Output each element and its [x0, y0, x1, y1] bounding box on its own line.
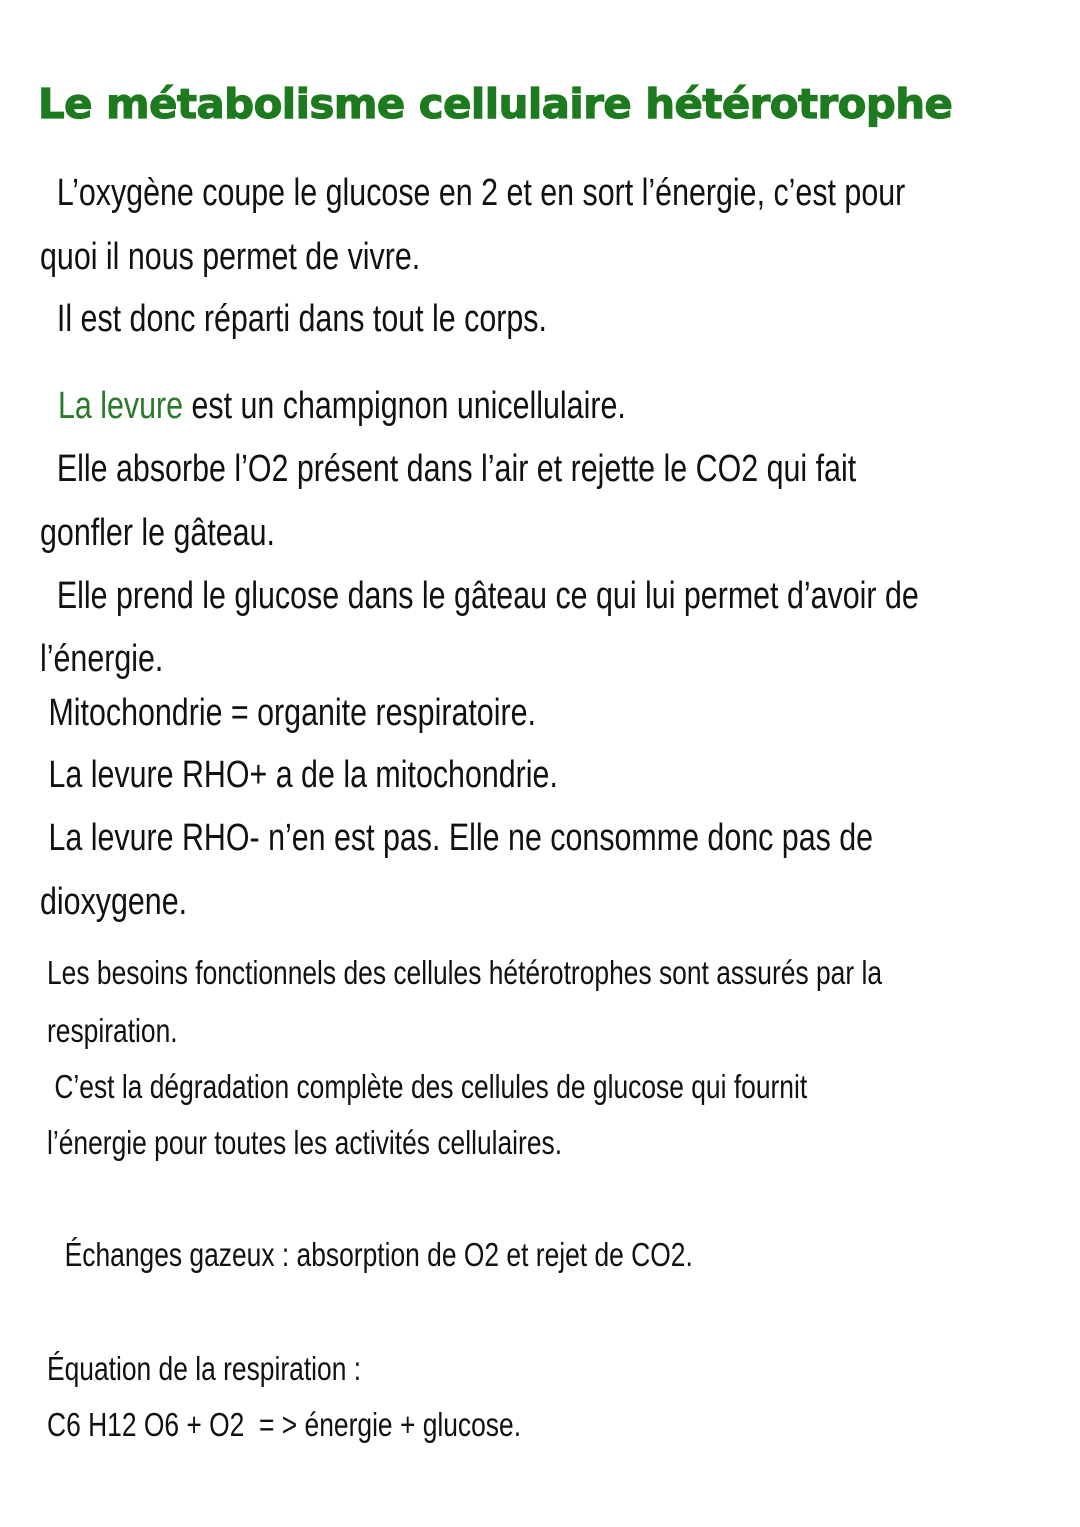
text: La levure RHO+ a de la mitochondrie. — [40, 754, 558, 796]
paragraph-line — [50, 1236, 693, 1274]
paragraph-line — [40, 448, 856, 491]
page-title: Le métabolisme cellulaire hétérotrophe — [38, 80, 953, 128]
paragraph-line: l’énergie pour toutes les activités cellulaires. — [47, 1124, 563, 1161]
text: Mitochondrie = organite respiratoire. — [40, 692, 536, 734]
text: Il est donc réparti dans tout le corps. — [40, 298, 547, 340]
paragraph-line: Les besoins fonctionnels des cellules hétérotrophes sont assurés par la — [47, 954, 883, 991]
text: Échanges gazeux : absorption de O2 et rejet de CO2. — [50, 1236, 693, 1273]
paragraph-line — [47, 1068, 807, 1106]
paragraph-line: gonfler le gâteau. — [40, 512, 275, 554]
paragraph-line — [40, 692, 536, 735]
text: C’est la dégradation complète des cellules de glucose qui fournit — [47, 1068, 808, 1105]
highlight-term: La levure — [58, 385, 184, 427]
text: L’oxygène coupe le glucose en 2 et en sort l’énergie, c’est pour — [40, 172, 906, 214]
paragraph-line — [40, 575, 919, 618]
text: Elle absorbe l’O2 présent dans l’air et rejette le CO2 qui fait — [40, 448, 857, 490]
paragraph-line — [40, 754, 558, 797]
text: Elle prend le glucose dans le gâteau ce qui lui permet d’avoir de — [40, 575, 919, 617]
paragraph-line: quoi il nous permet de vivre. — [40, 236, 421, 278]
paragraph-line: l’énergie. — [40, 638, 164, 680]
text: est un champignon unicellulaire. — [183, 385, 626, 427]
text: C6 H12 O6 + O2 = > énergie + glucose. — [47, 1406, 522, 1443]
paragraph-line — [40, 172, 905, 215]
paragraph-line: respiration. — [47, 1012, 178, 1049]
equation-heading: Équation de la respiration : — [47, 1350, 362, 1387]
paragraph-line: dioxygene. — [40, 881, 188, 923]
paragraph-line — [40, 817, 873, 860]
paragraph-line — [58, 385, 626, 428]
text: La levure RHO- n’en est pas. Elle ne consomme donc pas de — [40, 817, 874, 859]
equation-line — [47, 1406, 521, 1444]
paragraph-line — [40, 298, 547, 341]
